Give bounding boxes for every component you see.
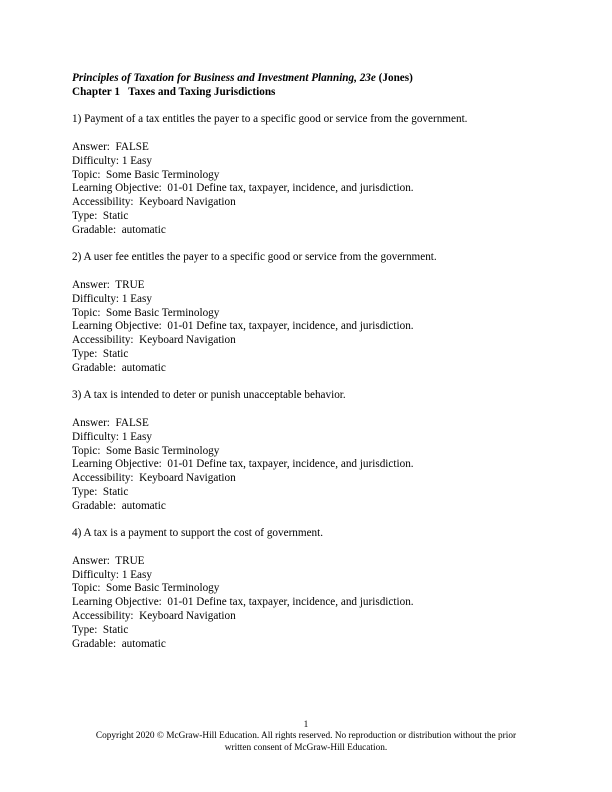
question-text: 1) Payment of a tax entitles the payer to a specific good or service from the government. xyxy=(72,113,468,126)
type-line: Type: Static xyxy=(72,623,129,636)
question-block xyxy=(72,113,542,237)
difficulty-line: Difficulty: 1 Easy xyxy=(72,292,152,305)
accessibility-line: Accessibility: Keyboard Navigation xyxy=(72,610,236,623)
page-number: 1 xyxy=(303,720,309,730)
chapter-heading: Chapter 1 Taxes and Taxing Jurisdictions xyxy=(72,85,276,98)
gradable-line: Gradable: automatic xyxy=(72,361,166,374)
book-author: (Jones) xyxy=(378,72,413,84)
answer-line: Answer: FALSE xyxy=(72,140,149,153)
question-block xyxy=(72,527,542,651)
question-text: 2) A user fee entitles the payer to a specific good or service from the government. xyxy=(72,251,437,264)
question-block xyxy=(72,389,542,513)
accessibility-line: Accessibility: Keyboard Navigation xyxy=(72,334,236,347)
topic-line: Topic: Some Basic Terminology xyxy=(72,306,220,319)
copyright-line-1: Copyright 2020 © McGraw-Hill Education. All rights reserved. No reproduction or distribution without the prior xyxy=(95,731,517,742)
difficulty-line: Difficulty: 1 Easy xyxy=(72,430,152,443)
learning-objective-line: Learning Objective: 01-01 Define tax, taxpayer, incidence, and jurisdiction. xyxy=(72,596,414,609)
question-text: 3) A tax is intended to deter or punish unacceptable behavior. xyxy=(72,389,346,402)
topic-line: Topic: Some Basic Terminology xyxy=(72,444,220,457)
gradable-line: Gradable: automatic xyxy=(72,637,166,650)
accessibility-line: Accessibility: Keyboard Navigation xyxy=(72,472,236,485)
copyright-line-2: written consent of McGraw-Hill Education. xyxy=(224,742,388,753)
document-page xyxy=(72,72,542,651)
question-text: 4) A tax is a payment to support the cost of government. xyxy=(72,527,324,540)
answer-line: Answer: TRUE xyxy=(72,554,145,567)
difficulty-line: Difficulty: 1 Easy xyxy=(72,568,152,581)
type-line: Type: Static xyxy=(72,347,129,360)
book-title-line xyxy=(72,72,542,86)
accessibility-line: Accessibility: Keyboard Navigation xyxy=(72,196,236,209)
page-footer xyxy=(60,720,552,754)
learning-objective-line: Learning Objective: 01-01 Define tax, taxpayer, incidence, and jurisdiction. xyxy=(72,182,414,195)
learning-objective-line: Learning Objective: 01-01 Define tax, taxpayer, incidence, and jurisdiction. xyxy=(72,320,414,333)
type-line: Type: Static xyxy=(72,485,129,498)
topic-line: Topic: Some Basic Terminology xyxy=(72,168,220,181)
learning-objective-line: Learning Objective: 01-01 Define tax, taxpayer, incidence, and jurisdiction. xyxy=(72,458,414,471)
answer-line: Answer: FALSE xyxy=(72,416,149,429)
difficulty-line: Difficulty: 1 Easy xyxy=(72,154,152,167)
question-block xyxy=(72,251,542,375)
answer-line: Answer: TRUE xyxy=(72,278,145,291)
topic-line: Topic: Some Basic Terminology xyxy=(72,582,220,595)
book-title: Principles of Taxation for Business and Investment Planning, 23e xyxy=(72,72,376,84)
gradable-line: Gradable: automatic xyxy=(72,223,166,236)
type-line: Type: Static xyxy=(72,209,129,222)
gradable-line: Gradable: automatic xyxy=(72,499,166,512)
